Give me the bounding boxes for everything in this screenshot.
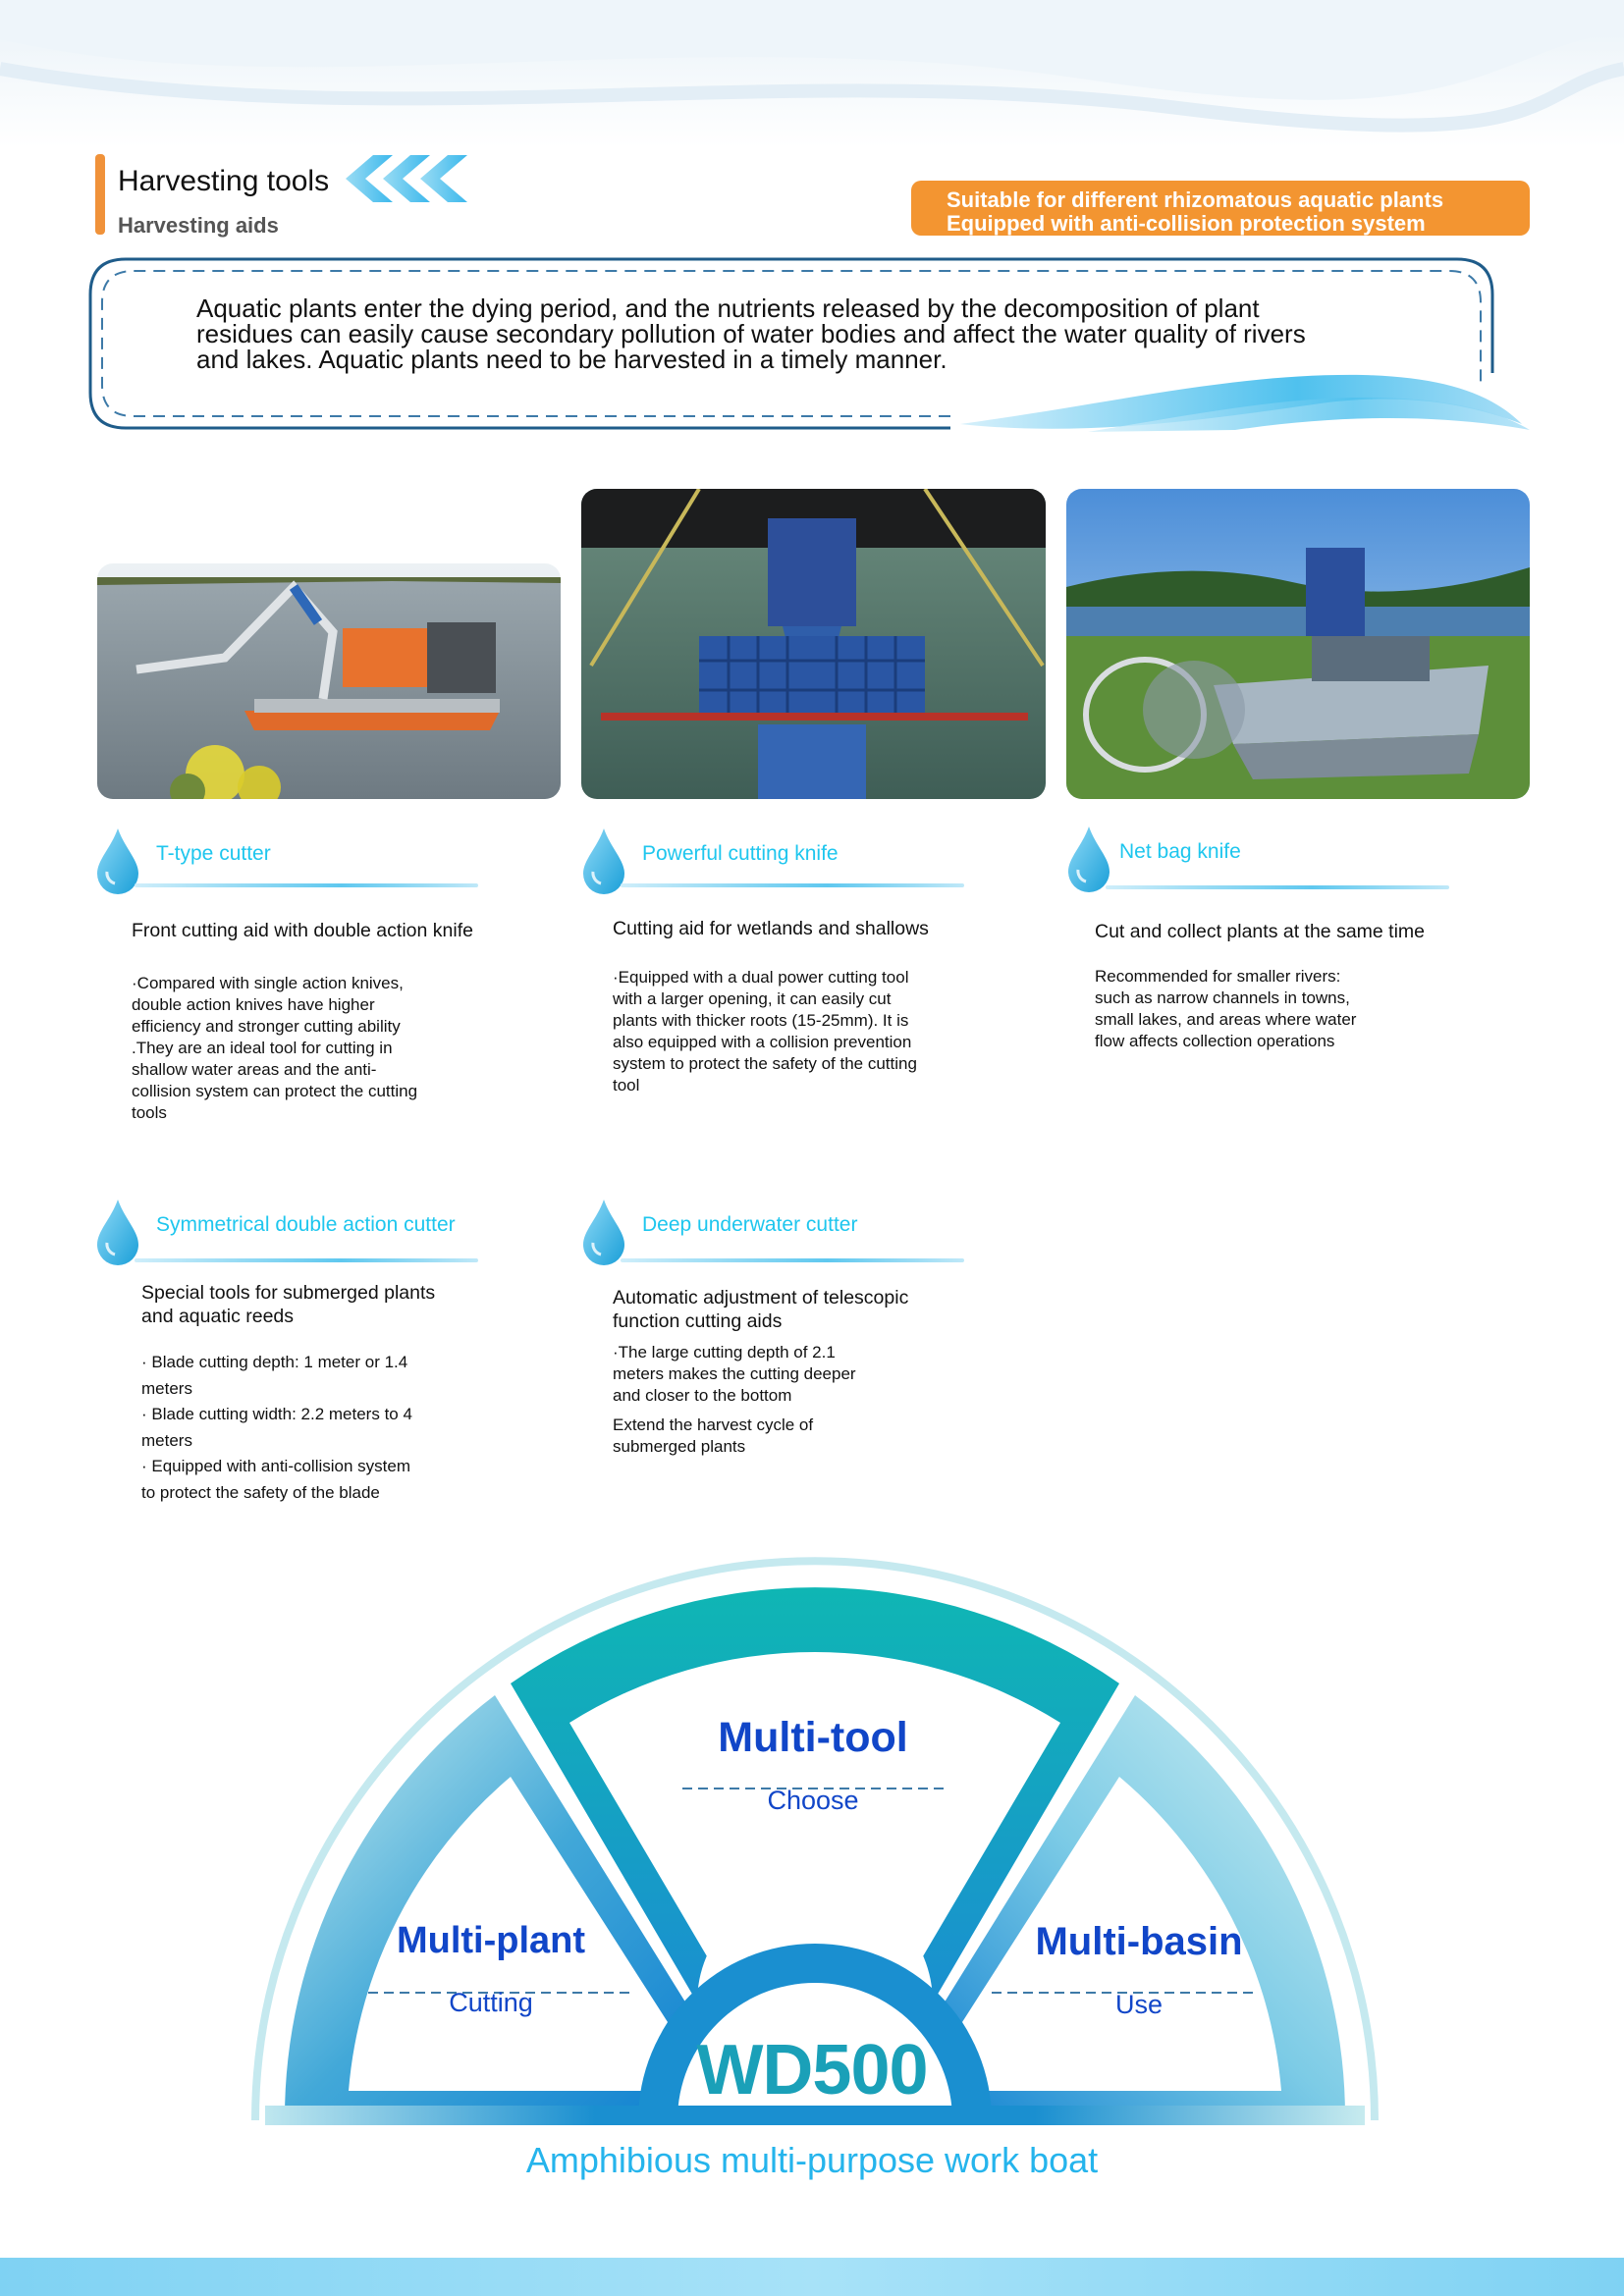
intro-line: and lakes. Aquatic plants need to be harvested in a timely manner.	[196, 345, 947, 374]
intro-paragraph	[196, 295, 1414, 372]
segment-subheading: Choose	[767, 1786, 859, 1815]
feature-description-line: .They are an ideal tool for cutting in	[132, 1039, 393, 1057]
feature-description-line: efficiency and stronger cutting ability	[132, 1017, 401, 1036]
feature-description-line: plants with thicker roots (15-25mm). It is	[613, 1011, 909, 1030]
feature-description-line: system to protect the safety of the cutting	[613, 1054, 917, 1073]
feature-description-line: small lakes, and areas where water	[1095, 1010, 1357, 1029]
feature-description-line: tools	[132, 1103, 167, 1122]
feature-header	[581, 827, 974, 895]
feature-title: T-type cutter	[156, 842, 271, 865]
feature-underline	[1106, 885, 1449, 889]
feature-lead	[132, 919, 564, 942]
feature-lead	[1095, 920, 1527, 943]
feature-description-line: to protect the safety of the blade	[141, 1482, 380, 1502]
segment-subheading: Use	[1114, 1990, 1163, 2019]
feature-description	[613, 967, 1025, 1096]
feature-description-line: · Equipped with anti-collision system	[141, 1457, 411, 1475]
feature-description-line: shallow water areas and the anti-	[132, 1060, 377, 1079]
water-drop-icon	[581, 1198, 626, 1266]
feature-lead-line: and aquatic reeds	[141, 1306, 295, 1327]
feature-description-line: collision system can protect the cutting	[132, 1082, 418, 1100]
feature-underline	[621, 883, 964, 887]
feature-description-line: and closer to the bottom	[613, 1386, 792, 1405]
badge-line: Equipped with anti-collision protection system	[947, 211, 1426, 236]
segment-heading: Multi-plant	[396, 1920, 586, 1961]
intro-line: Aquatic plants enter the dying period, and the nutrients released by the decomposition of plant	[196, 294, 1260, 323]
feature-description-line: ·Equipped with a dual power cutting tool	[613, 968, 909, 987]
feature-description-line: · Blade cutting width: 2.2 meters to 4	[141, 1405, 412, 1423]
segment-multi-tool	[646, 1714, 980, 1816]
segment-subheading: Cutting	[449, 1988, 533, 2017]
feature-description-line: meters makes the cutting deeper	[613, 1364, 856, 1383]
feature-lead	[141, 1281, 573, 1328]
segment-multi-basin	[982, 1920, 1296, 2020]
feature-header	[95, 1198, 508, 1266]
tagline: Amphibious multi-purpose work boat	[525, 2140, 1099, 2180]
feature-description-line: submerged plants	[613, 1437, 746, 1456]
feature-description-line: meters	[141, 1378, 192, 1398]
segment-heading: Multi-tool	[718, 1714, 908, 1761]
bottom-band	[0, 2258, 1624, 2296]
feature-description	[613, 1342, 1005, 1458]
feature-underline	[135, 1258, 478, 1262]
feature-badge	[911, 181, 1530, 236]
water-drop-icon	[95, 1198, 140, 1266]
page-subtitle: Harvesting aids	[118, 213, 279, 238]
feature-header	[581, 1198, 994, 1266]
feature-description-line: double action knives have higher	[132, 995, 375, 1014]
feature-description-line: with a larger opening, it can easily cut	[613, 989, 892, 1008]
water-drop-icon	[1066, 825, 1111, 893]
feature-header	[1066, 825, 1459, 893]
feature-lead-line: function cutting aids	[613, 1310, 783, 1332]
feature-lead-line: Automatic adjustment of telescopic	[613, 1287, 909, 1308]
feature-underline	[135, 883, 478, 887]
blue-cutting-knife-photo	[581, 489, 1046, 799]
page-title: Harvesting tools	[118, 165, 330, 197]
feature-description-line: · Blade cutting depth: 1 meter or 1.4	[141, 1353, 408, 1371]
feature-description-line: such as narrow channels in towns,	[1095, 988, 1350, 1007]
feature-description	[132, 973, 524, 1124]
feature-lead-line: Special tools for submerged plants	[141, 1282, 436, 1304]
feature-lead-line: Front cutting aid with double action knife	[132, 920, 473, 941]
feature-title: Net bag knife	[1119, 840, 1241, 863]
feature-description-line: Extend the harvest cycle of	[613, 1415, 814, 1434]
feature-underline	[621, 1258, 964, 1262]
badge-line: Suitable for different rhizomatous aquatic plants	[947, 187, 1444, 212]
feature-lead	[613, 917, 1045, 940]
orange-harvester-boat-photo	[97, 563, 561, 799]
top-wave-decoration	[0, 0, 1624, 147]
feature-header	[95, 827, 488, 895]
feature-description-line: tool	[613, 1076, 640, 1095]
feature-description-line: ·Compared with single action knives,	[132, 974, 404, 992]
model-name: WD500	[696, 2031, 928, 2109]
feature-description	[141, 1350, 534, 1506]
feature-lead	[613, 1286, 1045, 1333]
feature-description	[1095, 966, 1488, 1052]
feature-description-line: meters	[141, 1430, 192, 1450]
segment-multi-plant	[334, 1920, 648, 2018]
feature-lead-line: Cutting aid for wetlands and shallows	[613, 918, 929, 939]
feature-description-line: ·The large cutting depth of 2.1	[613, 1343, 836, 1362]
feature-title: Powerful cutting knife	[642, 842, 839, 865]
feature-description-line: also equipped with a collision prevention	[613, 1033, 912, 1051]
title-accent-bar	[95, 154, 105, 235]
segment-heading: Multi-basin	[1035, 1920, 1243, 1963]
intro-line: residues can easily cause secondary pollution of water bodies and affect the water quality of rivers	[196, 319, 1306, 348]
net-bag-boat-on-grass-photo	[1066, 489, 1530, 799]
feature-description-line: flow affects collection operations	[1095, 1032, 1335, 1050]
chevron-left-icon	[344, 155, 471, 202]
feature-lead-line: Cut and collect plants at the same time	[1095, 921, 1426, 942]
feature-title: Symmetrical double action cutter	[156, 1213, 456, 1236]
feature-description-line: Recommended for smaller rivers:	[1095, 967, 1341, 986]
feature-title: Deep underwater cutter	[642, 1213, 858, 1236]
